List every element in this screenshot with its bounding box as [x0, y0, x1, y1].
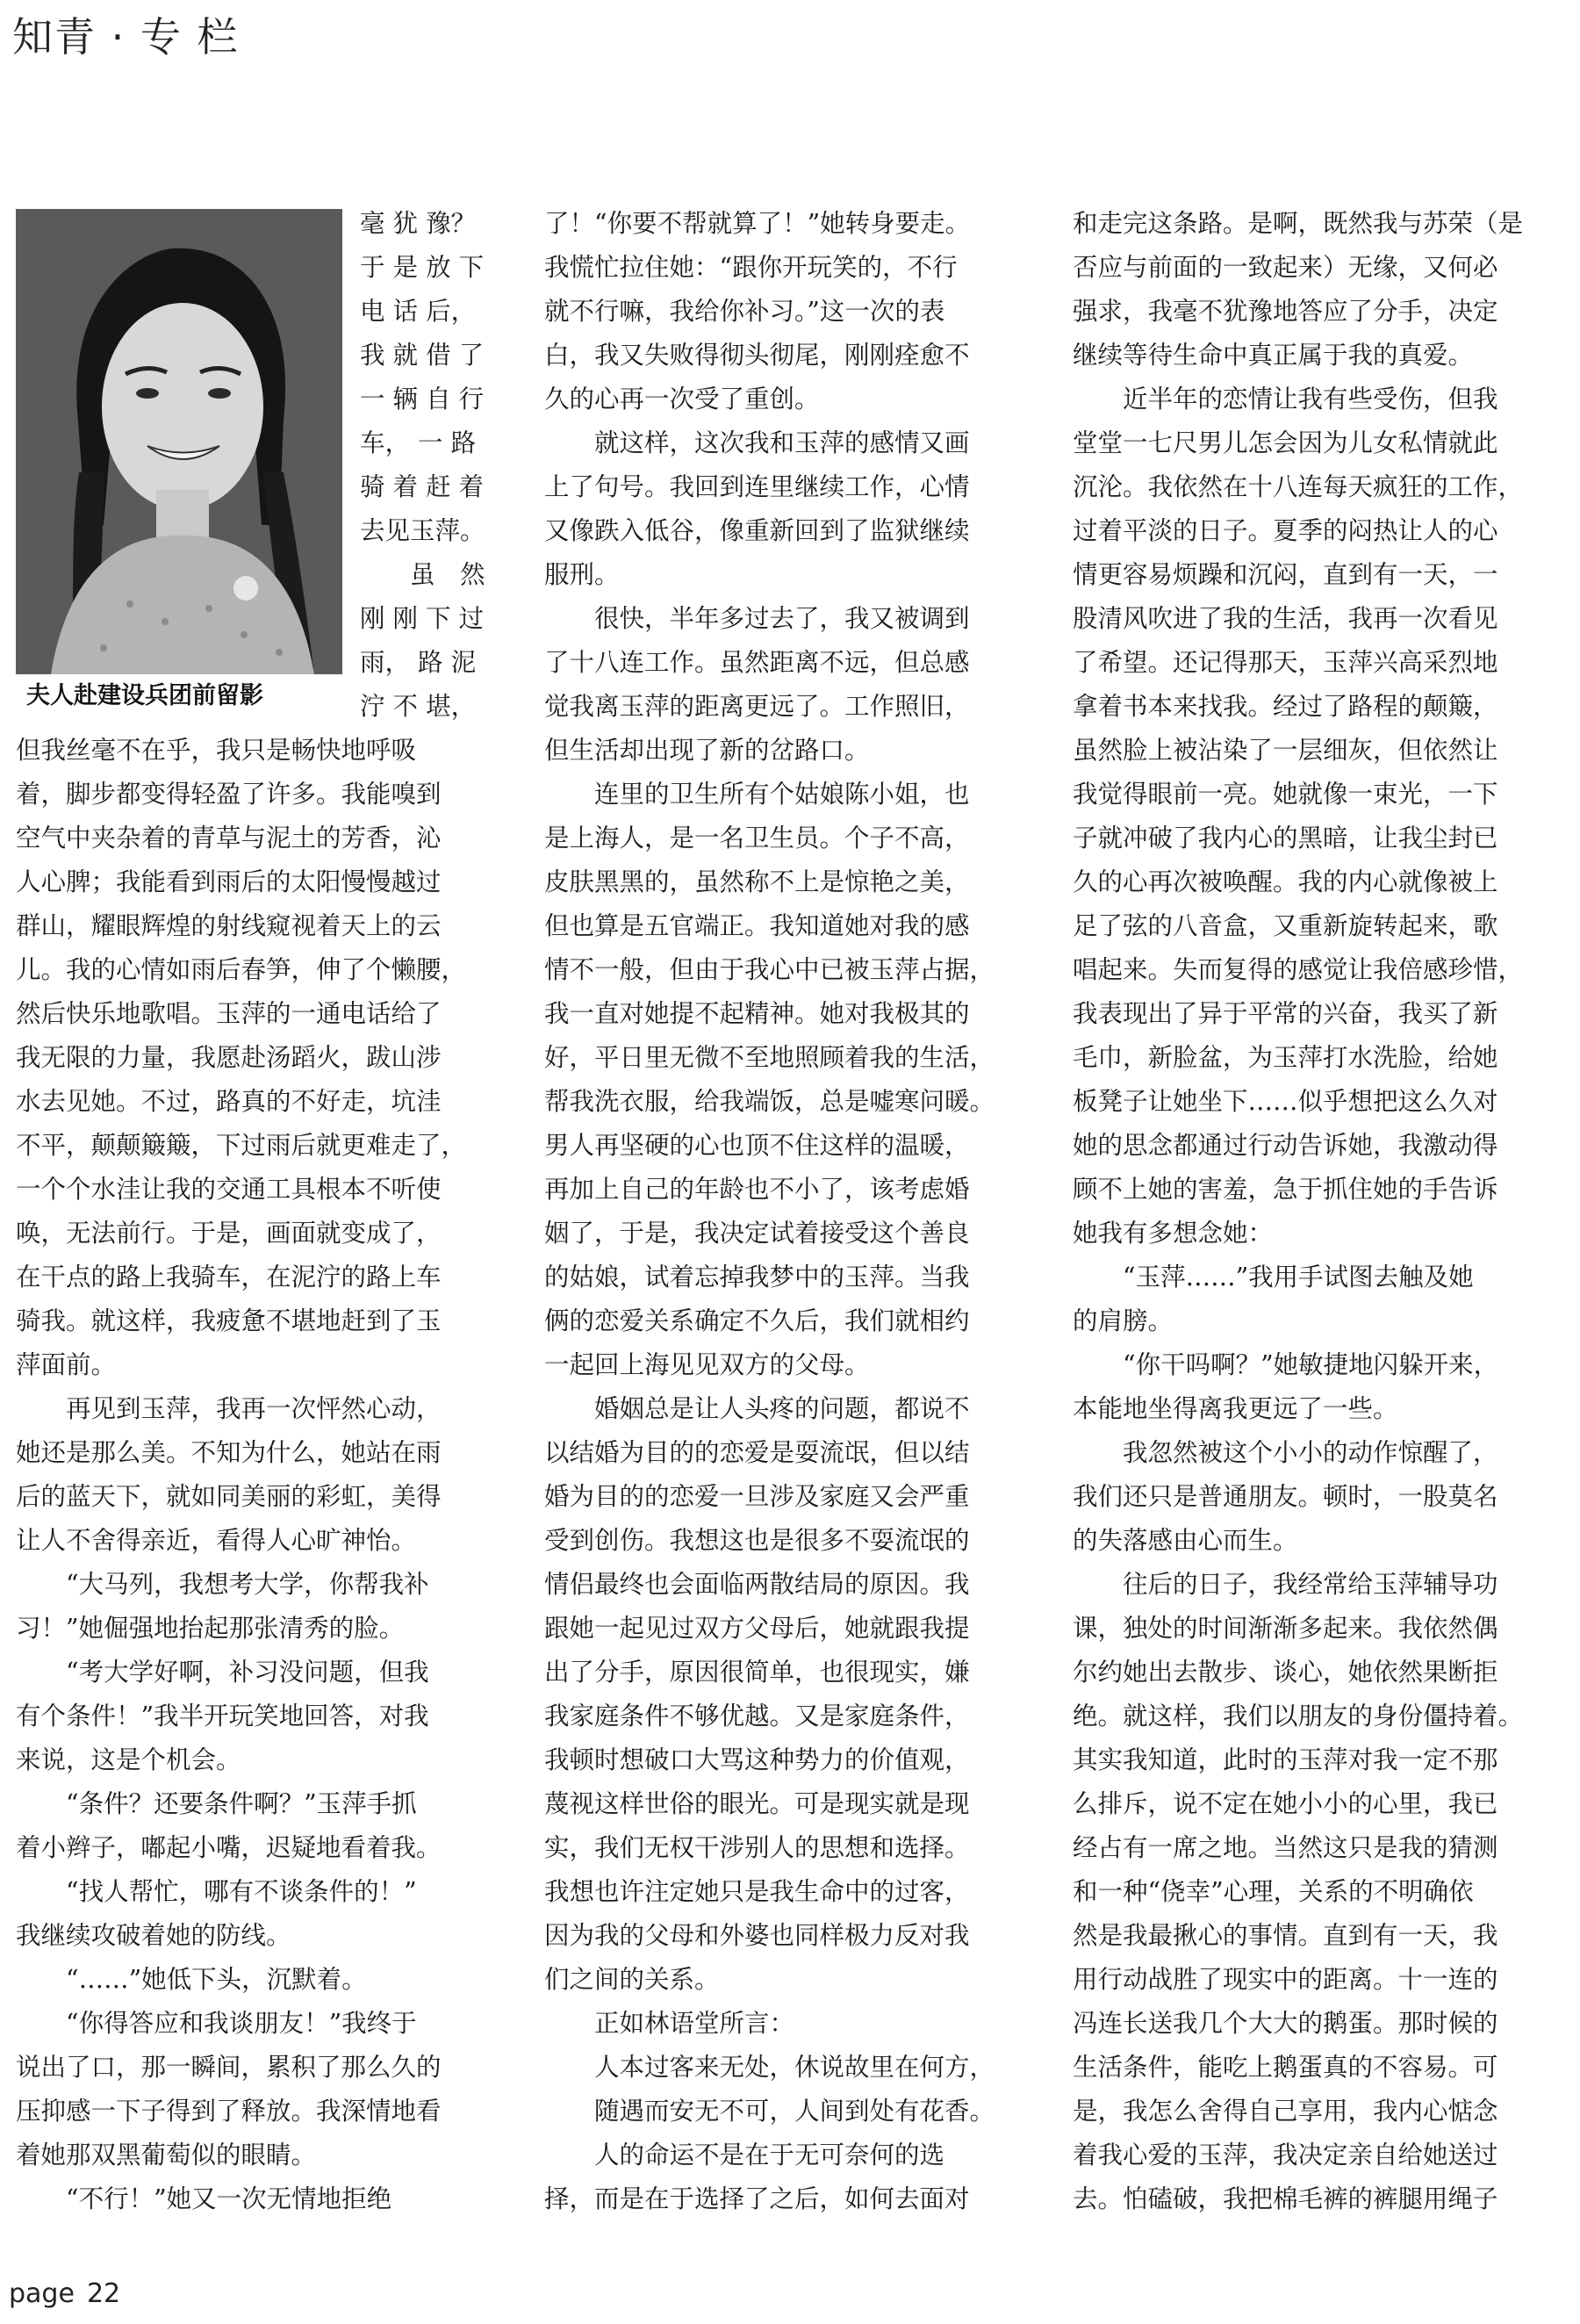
- text-line: 就不行嘛，我给你补习。”这一次的表: [544, 297, 945, 326]
- text-line: 于 是 放 下: [360, 253, 485, 282]
- text-line: 她的思念都通过行动告诉她，我激动得: [1073, 1131, 1498, 1160]
- page-number: 22: [86, 2278, 121, 2309]
- text-line: 绝。就这样，我们以朋友的身份僵持着。: [1073, 1702, 1524, 1730]
- text-line: 堂堂一七尺男儿怎会因为儿女私情就此: [1073, 428, 1498, 457]
- text-line: 情侣最终也会面临两散结局的原因。我: [544, 1570, 970, 1599]
- text-line: 是上海人，是一名卫生员。个子不高，: [544, 824, 970, 853]
- text-line: 儿。我的心情如雨后春笋，伸了个懒腰，: [16, 955, 467, 984]
- text-line: 经占有一席之地。当然这只是我的猜测: [1073, 1833, 1498, 1862]
- text-line: 帮我洗衣服，给我端饭，总是嘘寒问暖。: [544, 1087, 995, 1116]
- text-line: 再见到玉萍，我再一次怦然心动，: [16, 1394, 442, 1423]
- text-line: 我们还只是普通朋友。顿时，一股莫名: [1073, 1482, 1498, 1511]
- text-line: 我一直对她提不起精神。她对我极其的: [544, 999, 970, 1028]
- text-line: 本能地坐得离我更远了一些。: [1073, 1394, 1398, 1423]
- text-line: 人心脾；我能看到雨后的太阳慢慢越过: [16, 867, 442, 896]
- text-line: 白，我又失败得彻头彻尾，刚刚痊愈不: [544, 341, 970, 370]
- text-line: 否应与前面的一致起来）无缘，又何必: [1073, 253, 1498, 282]
- text-line: 婚为目的的恋爱一旦涉及家庭又会严重: [544, 1482, 970, 1511]
- text-line: 生活条件，能吃上鹅蛋真的不容易。可: [1073, 2053, 1498, 2082]
- text-line: 么排斥，说不定在她小小的心里，我已: [1073, 1789, 1498, 1818]
- text-line: 着我心爱的玉萍，我决定亲自给她送过: [1073, 2141, 1498, 2169]
- text-line: 压抑感一下子得到了释放。我深情地看: [16, 2097, 442, 2126]
- text-line: 我表现出了异于平常的兴奋，我买了新: [1073, 999, 1498, 1028]
- text-line: 萍面前。: [16, 1350, 117, 1379]
- text-line: 有个条件！”我半开玩笑地回答，对我: [16, 1702, 429, 1730]
- text-line: 俩的恋爱关系确定不久后，我们就相约: [544, 1306, 970, 1335]
- text-line: 们之间的关系。: [544, 1965, 720, 1994]
- text-line: 子就冲破了我内心的黑暗，让我尘封已: [1073, 824, 1498, 853]
- text-line: 板凳子让她坐下……似乎想把这么久对: [1073, 1087, 1498, 1116]
- text-line: 唱起来。失而复得的感觉让我倍感珍惜，: [1073, 955, 1524, 984]
- text-line: 近半年的恋情让我有些受伤，但我: [1073, 385, 1498, 414]
- text-line: “你得答应和我谈朋友！”我终于: [16, 2009, 417, 2038]
- text-line: 我 就 借 了: [360, 341, 485, 370]
- text-line: 强求，我毫不犹豫地答应了分手，决定: [1073, 297, 1498, 326]
- text-line: 让人不舍得亲近，看得人心旷神怡。: [16, 1526, 417, 1555]
- text-line: 上了句号。我回到连里继续工作，心情: [544, 472, 970, 501]
- text-line: 又像跌入低谷，像重新回到了监狱继续: [544, 516, 970, 545]
- text-line: 她我有多想念她：: [1073, 1219, 1274, 1248]
- text-line: 着，脚步都变得轻盈了许多。我能嗅到: [16, 780, 442, 809]
- text-line: 空气中夹杂着的青草与泥土的芳香，沁: [16, 824, 442, 853]
- text-line: 我无限的力量，我愿赴汤蹈火，跋山涉: [16, 1043, 442, 1072]
- text-line: 来说，这是个机会。: [16, 1745, 241, 1774]
- text-line: 继续等待生命中真正属于我的真爱。: [1073, 341, 1474, 370]
- text-line: 我忽然被这个小小的动作惊醒了，: [1073, 1438, 1498, 1467]
- text-line: 和走完这条路。是啊，既然我与苏荣（是: [1073, 209, 1524, 238]
- text-line: 一个个水洼让我的交通工具根本不听使: [16, 1175, 442, 1204]
- text-line: 刚 刚 下 过: [360, 604, 485, 633]
- text-line: 情不一般，但由于我心中已被玉萍占据，: [544, 955, 995, 984]
- text-line: 群山，耀眼辉煌的射线窥视着天上的云: [16, 911, 442, 940]
- text-line: 去。怕磕破，我把棉毛裤的裤腿用绳子: [1073, 2184, 1498, 2213]
- text-line: 车， 一 路: [360, 428, 477, 457]
- text-line: 皮肤黑黑的，虽然称不上是惊艳之美，: [544, 867, 970, 896]
- text-line: 虽 然: [360, 560, 485, 589]
- text-line: 顾不上她的害羞，急于抓住她的手告诉: [1073, 1175, 1498, 1204]
- text-line: 她还是那么美。不知为什么，她站在雨: [16, 1438, 442, 1467]
- text-line: “不行！”她又一次无情地拒绝: [16, 2184, 392, 2213]
- text-line: 情更容易烦躁和沉闷，直到有一天，一: [1073, 560, 1498, 589]
- text-line: 是，我怎么舍得自己享用，我内心惦念: [1073, 2097, 1498, 2126]
- text-line: 觉我离玉萍的距离更远了。工作照旧，: [544, 692, 970, 721]
- text-line: 骑 着 赶 着: [360, 472, 485, 501]
- text-line: 课，独处的时间渐渐多起来。我依然偶: [1073, 1614, 1498, 1643]
- text-line: 和一种“侥幸”心理，关系的不明确依: [1073, 1877, 1474, 1906]
- text-line: 久的心再次被唤醒。我的内心就像被上: [1073, 867, 1498, 896]
- text-line: 沉沦。我依然在十八连每天疯狂的工作，: [1073, 472, 1524, 501]
- text-line: 电 话 后，: [360, 297, 477, 326]
- text-line: 毛巾，新脸盆，为玉萍打水洗脸，给她: [1073, 1043, 1498, 1072]
- text-line: “你干吗啊？”她敏捷地闪躲开来，: [1073, 1350, 1499, 1379]
- text-line: 姻了，于是，我决定试着接受这个善良: [544, 1219, 970, 1248]
- text-line: 我想也许注定她只是我生命中的过客，: [544, 1877, 970, 1906]
- text-line: 好，平日里无微不至地照顾着我的生活，: [544, 1043, 995, 1072]
- text-line: 但生活却出现了新的岔路口。: [544, 736, 870, 765]
- text-line: 出了分手，原因很简单，也很现实，嫌: [544, 1658, 970, 1687]
- section-header: 知青 · 专 栏: [12, 13, 240, 61]
- text-line: 男人再坚硬的心也顶不住这样的温暖，: [544, 1131, 970, 1160]
- text-line: 了！“你要不帮就算了！”她转身要走。: [544, 209, 971, 238]
- text-line: 虽然脸上被沾染了一层细灰，但依然让: [1073, 736, 1498, 765]
- text-line: 实，我们无权干涉别人的思想和选择。: [544, 1833, 970, 1862]
- text-line: 后的蓝天下，就如同美丽的彩虹，美得: [16, 1482, 442, 1511]
- text-line: 受到创伤。我想这也是很多不耍流氓的: [544, 1526, 970, 1555]
- text-line: 随遇而安无不可，人间到处有花香。: [544, 2097, 995, 2126]
- text-line: 的肩膀。: [1073, 1306, 1174, 1335]
- text-line: 我继续攻破着她的防线。: [16, 1921, 291, 1950]
- text-line: 但也算是五官端正。我知道她对我的感: [544, 911, 970, 940]
- text-line: 冯连长送我几个大大的鹅蛋。那时候的: [1073, 2009, 1498, 2038]
- text-line: 着她那双黑葡萄似的眼睛。: [16, 2141, 317, 2169]
- text-line: 拿着书本来找我。经过了路程的颠簸，: [1073, 692, 1498, 721]
- text-line: 了十八连工作。虽然距离不远，但总感: [544, 648, 970, 677]
- page-footer: [9, 2278, 120, 2309]
- text-line: 因为我的父母和外婆也同样极力反对我: [544, 1921, 970, 1950]
- text-line: 我觉得眼前一亮。她就像一束光，一下: [1073, 780, 1498, 809]
- text-line: 水去见她。不过，路真的不好走，坑洼: [16, 1087, 442, 1116]
- text-line: “条件？还要条件啊？”玉萍手抓: [16, 1789, 417, 1818]
- text-line: “找人帮忙，哪有不谈条件的！”: [16, 1877, 417, 1906]
- page-word: page: [9, 2278, 75, 2309]
- text-line: 雨， 路 泥: [360, 648, 477, 677]
- text-line: 毫 犹 豫？: [360, 209, 477, 238]
- text-line: 但我丝毫不在乎，我只是畅快地呼吸: [16, 736, 417, 765]
- text-line: 就这样，这次我和玉萍的感情又画: [544, 428, 970, 457]
- text-line: 说出了口，那一瞬间，累积了那么久的: [16, 2053, 442, 2082]
- text-line: 我家庭条件不够优越。又是家庭条件，: [544, 1702, 970, 1730]
- text-line: 一 辆 自 行: [360, 385, 485, 414]
- text-line: 用行动战胜了现实中的距离。十一连的: [1073, 1965, 1498, 1994]
- text-line: 骑我。就这样，我疲惫不堪地赶到了玉: [16, 1306, 442, 1335]
- text-line: 其实我知道，此时的玉萍对我一定不那: [1073, 1745, 1498, 1774]
- text-line: 的姑娘，试着忘掉我梦中的玉萍。当我: [544, 1263, 970, 1292]
- text-line: 唤，无法前行。于是，画面就变成了，: [16, 1219, 442, 1248]
- text-line: 人本过客来无处，休说故里在何方，: [544, 2053, 995, 2082]
- text-line: 一起回上海见见双方的父母。: [544, 1350, 870, 1379]
- text-line: 往后的日子，我经常给玉萍辅导功: [1073, 1570, 1498, 1599]
- text-line: “……”她低下头，沉默着。: [16, 1965, 367, 1994]
- text-line: 我顿时想破口大骂这种势力的价值观，: [544, 1745, 970, 1774]
- text-line: 婚姻总是让人头疼的问题，都说不: [544, 1394, 970, 1423]
- text-line: 去见玉萍。: [360, 516, 485, 545]
- text-line: 然后快乐地歌唱。玉萍的一通电话给了: [16, 999, 442, 1028]
- text-line: 久的心再一次受了重创。: [544, 385, 820, 414]
- text-line: 连里的卫生所有个姑娘陈小姐，也: [544, 780, 970, 809]
- text-line: 正如林语堂所言：: [544, 2009, 795, 2038]
- text-line: 在干点的路上我骑车，在泥泞的路上车: [16, 1263, 442, 1292]
- text-line: 蔑视这样世俗的眼光。可是现实就是现: [544, 1789, 970, 1818]
- column-2: [544, 202, 1031, 2221]
- text-line: 再加上自己的年龄也不小了，该考虑婚: [544, 1175, 970, 1204]
- text-line: 我慌忙拉住她：“跟你开玩笑的，不行: [544, 253, 958, 282]
- text-line: 择，而是在于选择了之后，如何去面对: [544, 2184, 970, 2213]
- text-line: 着小辫子，嘟起小嘴，迟疑地看着我。: [16, 1833, 442, 1862]
- text-line: “大马列，我想考大学，你帮我补: [16, 1570, 429, 1599]
- text-line: “考大学好啊，补习没问题，但我: [16, 1658, 429, 1687]
- text-line: 的失落感由心而生。: [1073, 1526, 1298, 1555]
- text-line: 股清风吹进了我的生活，我再一次看见: [1073, 604, 1498, 633]
- text-line: 然是我最揪心的事情。直到有一天，我: [1073, 1921, 1498, 1950]
- text-line: 人的命运不是在于无可奈何的选: [544, 2141, 945, 2169]
- text-line: 服刑。: [544, 560, 620, 589]
- text-line: 过着平淡的日子。夏季的闷热让人的心: [1073, 516, 1498, 545]
- column-3: [1073, 202, 1564, 2221]
- text-line: 习！”她倔强地抬起那张清秀的脸。: [16, 1614, 405, 1643]
- photo-caption: 夫人赴建设兵团前留影: [26, 682, 263, 709]
- text-line: 了希望。还记得那天，玉萍兴高采烈地: [1073, 648, 1498, 677]
- text-line: 尔约她出去散步、谈心，她依然果断拒: [1073, 1658, 1498, 1687]
- text-line: 很快，半年多过去了，我又被调到: [544, 604, 970, 633]
- text-line: “玉萍……”我用手试图去触及她: [1073, 1263, 1474, 1292]
- text-line: 跟她一起见过双方父母后，她就跟我提: [544, 1614, 970, 1643]
- column-1: [16, 202, 490, 2221]
- text-line: 泞 不 堪，: [360, 692, 477, 721]
- text-line: 足了弦的八音盒，又重新旋转起来，歌: [1073, 911, 1498, 940]
- text-line: 以结婚为目的的恋爱是耍流氓，但以结: [544, 1438, 970, 1467]
- text-line: 不平，颠颠簸簸，下过雨后就更难走了，: [16, 1131, 467, 1160]
